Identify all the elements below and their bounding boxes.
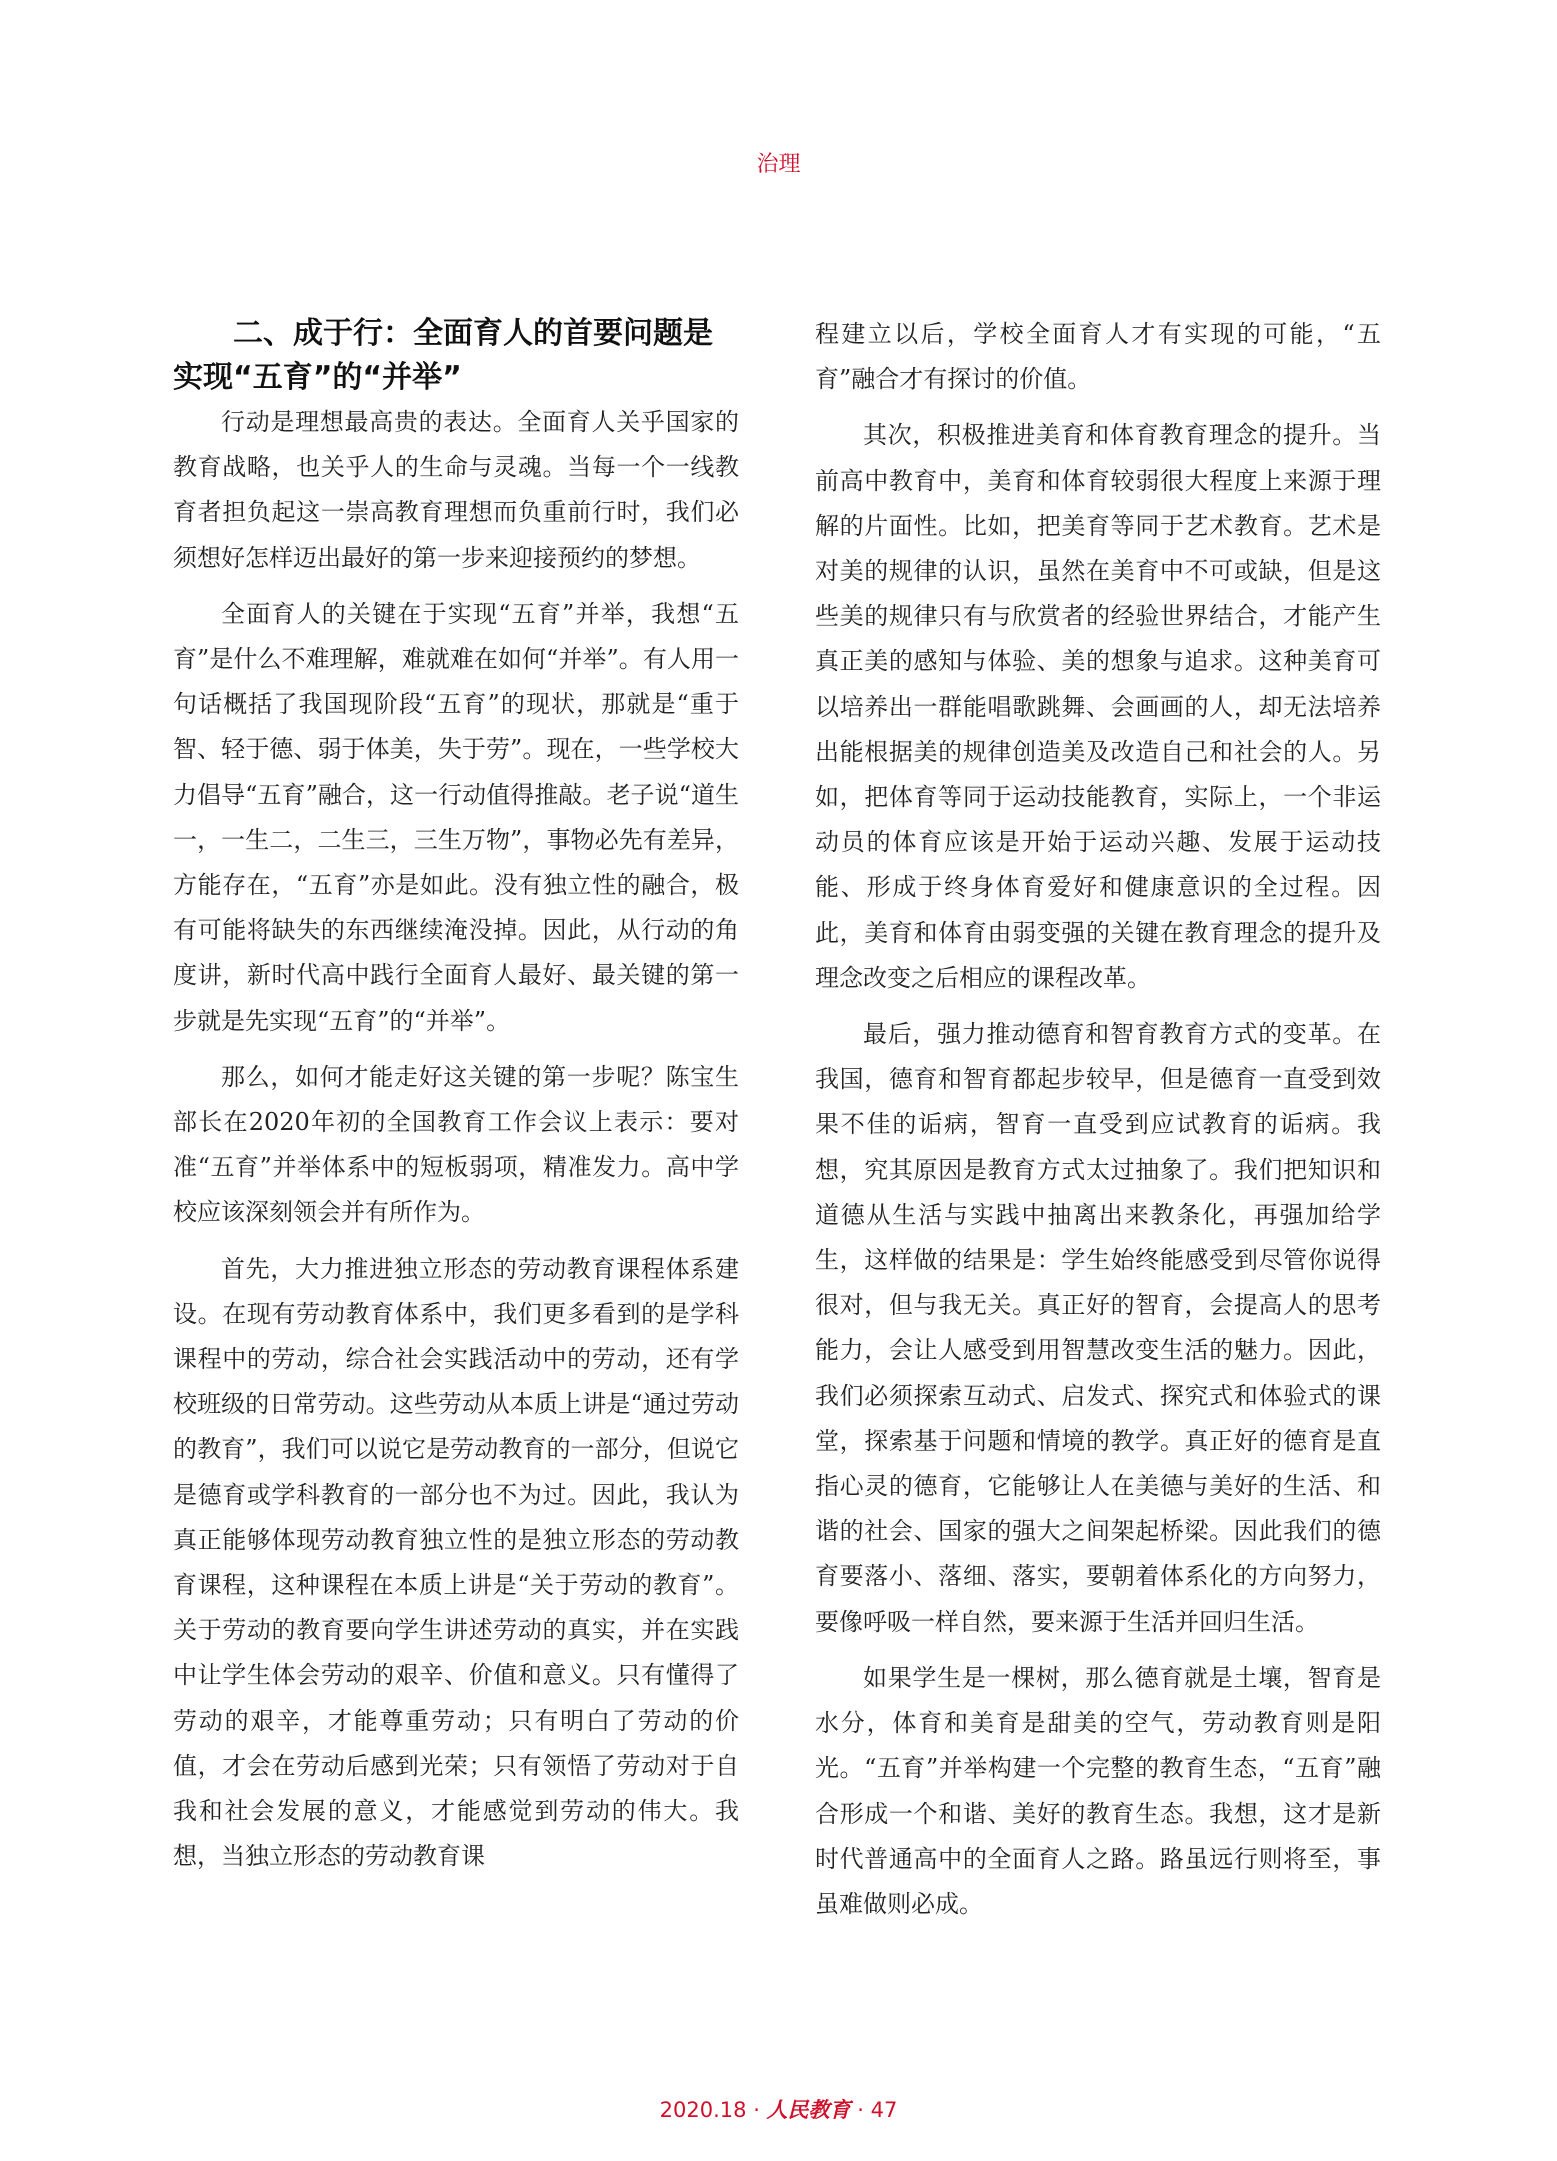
paragraph: 那么，如何才能走好这关键的第一步呢？陈宝生部长在2020年初的全国教育工作会议上表示：要对准“五育”并举体系中的短板弱项，精准发力。高中学校应该深刻领会并有所作为。: [173, 1062, 739, 1227]
section-heading: 二、成于行：全面育人的首要问题是实现“五育”的“并举”: [173, 316, 713, 395]
paragraph: 全面育人的关键在于实现“五育”并举，我想“五育”是什么不难理解，难就难在如何“并举”。有人用一句话概括了我国现阶段“五育”的现状，那就是“重于智、轻于德、弱于体美，失于劳”。现在，一些学校大力倡导“五育”融合，这一行动值得推敲。老子说“道生一，一生二，二生三，三生万物”，事物必先有差异，方能存在，“五育”亦是如此。没有独立性的融合，极有可能将缺失的东西继续淹没掉。因此，从行动的角度讲，新时代高中践行全面育人最好、最关键的第一步就是先实现“五育”的“并举”。: [173, 599, 739, 1035]
footer-separator: ·: [850, 2098, 871, 2122]
left-column: [173, 312, 739, 1880]
paragraph: 首先，大力推进独立形态的劳动教育课程体系建设。在现有劳动教育体系中，我们更多看到的是学科课程中的劳动，综合社会实践活动中的劳动，还有学校班级的日常劳动。这些劳动从本质上讲是“通过劳动的教育”，我们可以说它是劳动教育的一部分，但说它是德育或学科教育的一部分也不为过。因此，我认为真正能够体现劳动教育独立性的是独立形态的劳动教育课程，这种课程在本质上讲是“关于劳动的教育”。关于劳动的教育要向学生讲述劳动的真实，并在实践中让学生体会劳动的艰辛、价值和意义。只有懂得了劳动的艰辛，才能尊重劳动；只有明白了劳动的价值，才会在劳动后感到光荣；只有领悟了劳动对于自我和社会发展的意义，才能感觉到劳动的伟大。我想，当独立形态的劳动教育课: [173, 1254, 739, 1871]
paragraph: 行动是理想最高贵的表达。全面育人关乎国家的教育战略，也关乎人的生命与灵魂。当每一个一线教育者担负起这一崇高教育理想而负重前行时，我们必须想好怎样迈出最好的第一步来迎接预约的梦想。: [173, 408, 739, 572]
paragraph: 最后，强力推动德育和智育教育方式的变革。在我国，德育和智育都起步较早，但是德育一直受到效果不佳的诟病，智育一直受到应试教育的诟病。我想，究其原因是教育方式太过抽象了。我们把知识和道德从生活与实践中抽离出来教条化，再强加给学生，这样做的结果是：学生始终能感受到尽管你说得很对，但与我无关。真正好的智育，会提高人的思考能力，会让人感受到用智慧改变生活的魅力。因此，我们必须探索互动式、启发式、探究式和体验式的课堂，探索基于问题和情境的教学。真正好的德育是直指心灵的德育，它能够让人在美德与美好的生活、和谐的社会、国家的强大之间架起桥梁。因此我们的德育要落小、落细、落实，要朝着体系化的方向努力，要像呼吸一样自然，要来源于生活并回归生活。: [815, 1020, 1381, 1636]
magazine-logo: 人民教育: [766, 2097, 851, 2122]
paragraph: 其次，积极推进美育和体育教育理念的提升。当前高中教育中，美育和体育较弱很大程度上来源于理解的片面性。比如，把美育等同于艺术教育。艺术是对美的规律的认识，虽然在美育中不可或缺，但是这些美的规律只有与欣赏者的经验世界结合，才能产生真正美的感知与体验、美的想象与追求。这种美育可以培养出一群能唱歌跳舞、会画画的人，却无法培养出能根据美的规律创造美及改造自己和社会的人。另如，把体育等同于运动技能教育，实际上，一个非运动员的体育应该是开始于运动兴趣、发展于运动技能、形成于终身体育爱好和健康意识的全过程。因此，美育和体育由弱变强的关键在教育理念的提升及理念改变之后相应的课程改革。: [815, 421, 1381, 992]
paragraph-continuation: 程建立以后，学校全面育人才有实现的可能，“五育”融合才有探讨的价值。: [815, 320, 1381, 394]
issue-number: 2020.18: [659, 2098, 747, 2122]
page-footer: [0, 2094, 1557, 2124]
section-label: 治理: [756, 152, 801, 177]
right-column: [815, 312, 1381, 1927]
footer-separator: ·: [746, 2098, 767, 2122]
page-number: 47: [870, 2098, 898, 2122]
paragraph: 如果学生是一棵树，那么德育就是土壤，智育是水分，体育和美育是甜美的空气，劳动教育则是阳光。“五育”并举构建一个完整的教育生态，“五育”融合形成一个和谐、美好的教育生态。我想，这才是新时代普通高中的全面育人之路。路虽远行则将至，事虽难做则必成。: [815, 1663, 1381, 1918]
